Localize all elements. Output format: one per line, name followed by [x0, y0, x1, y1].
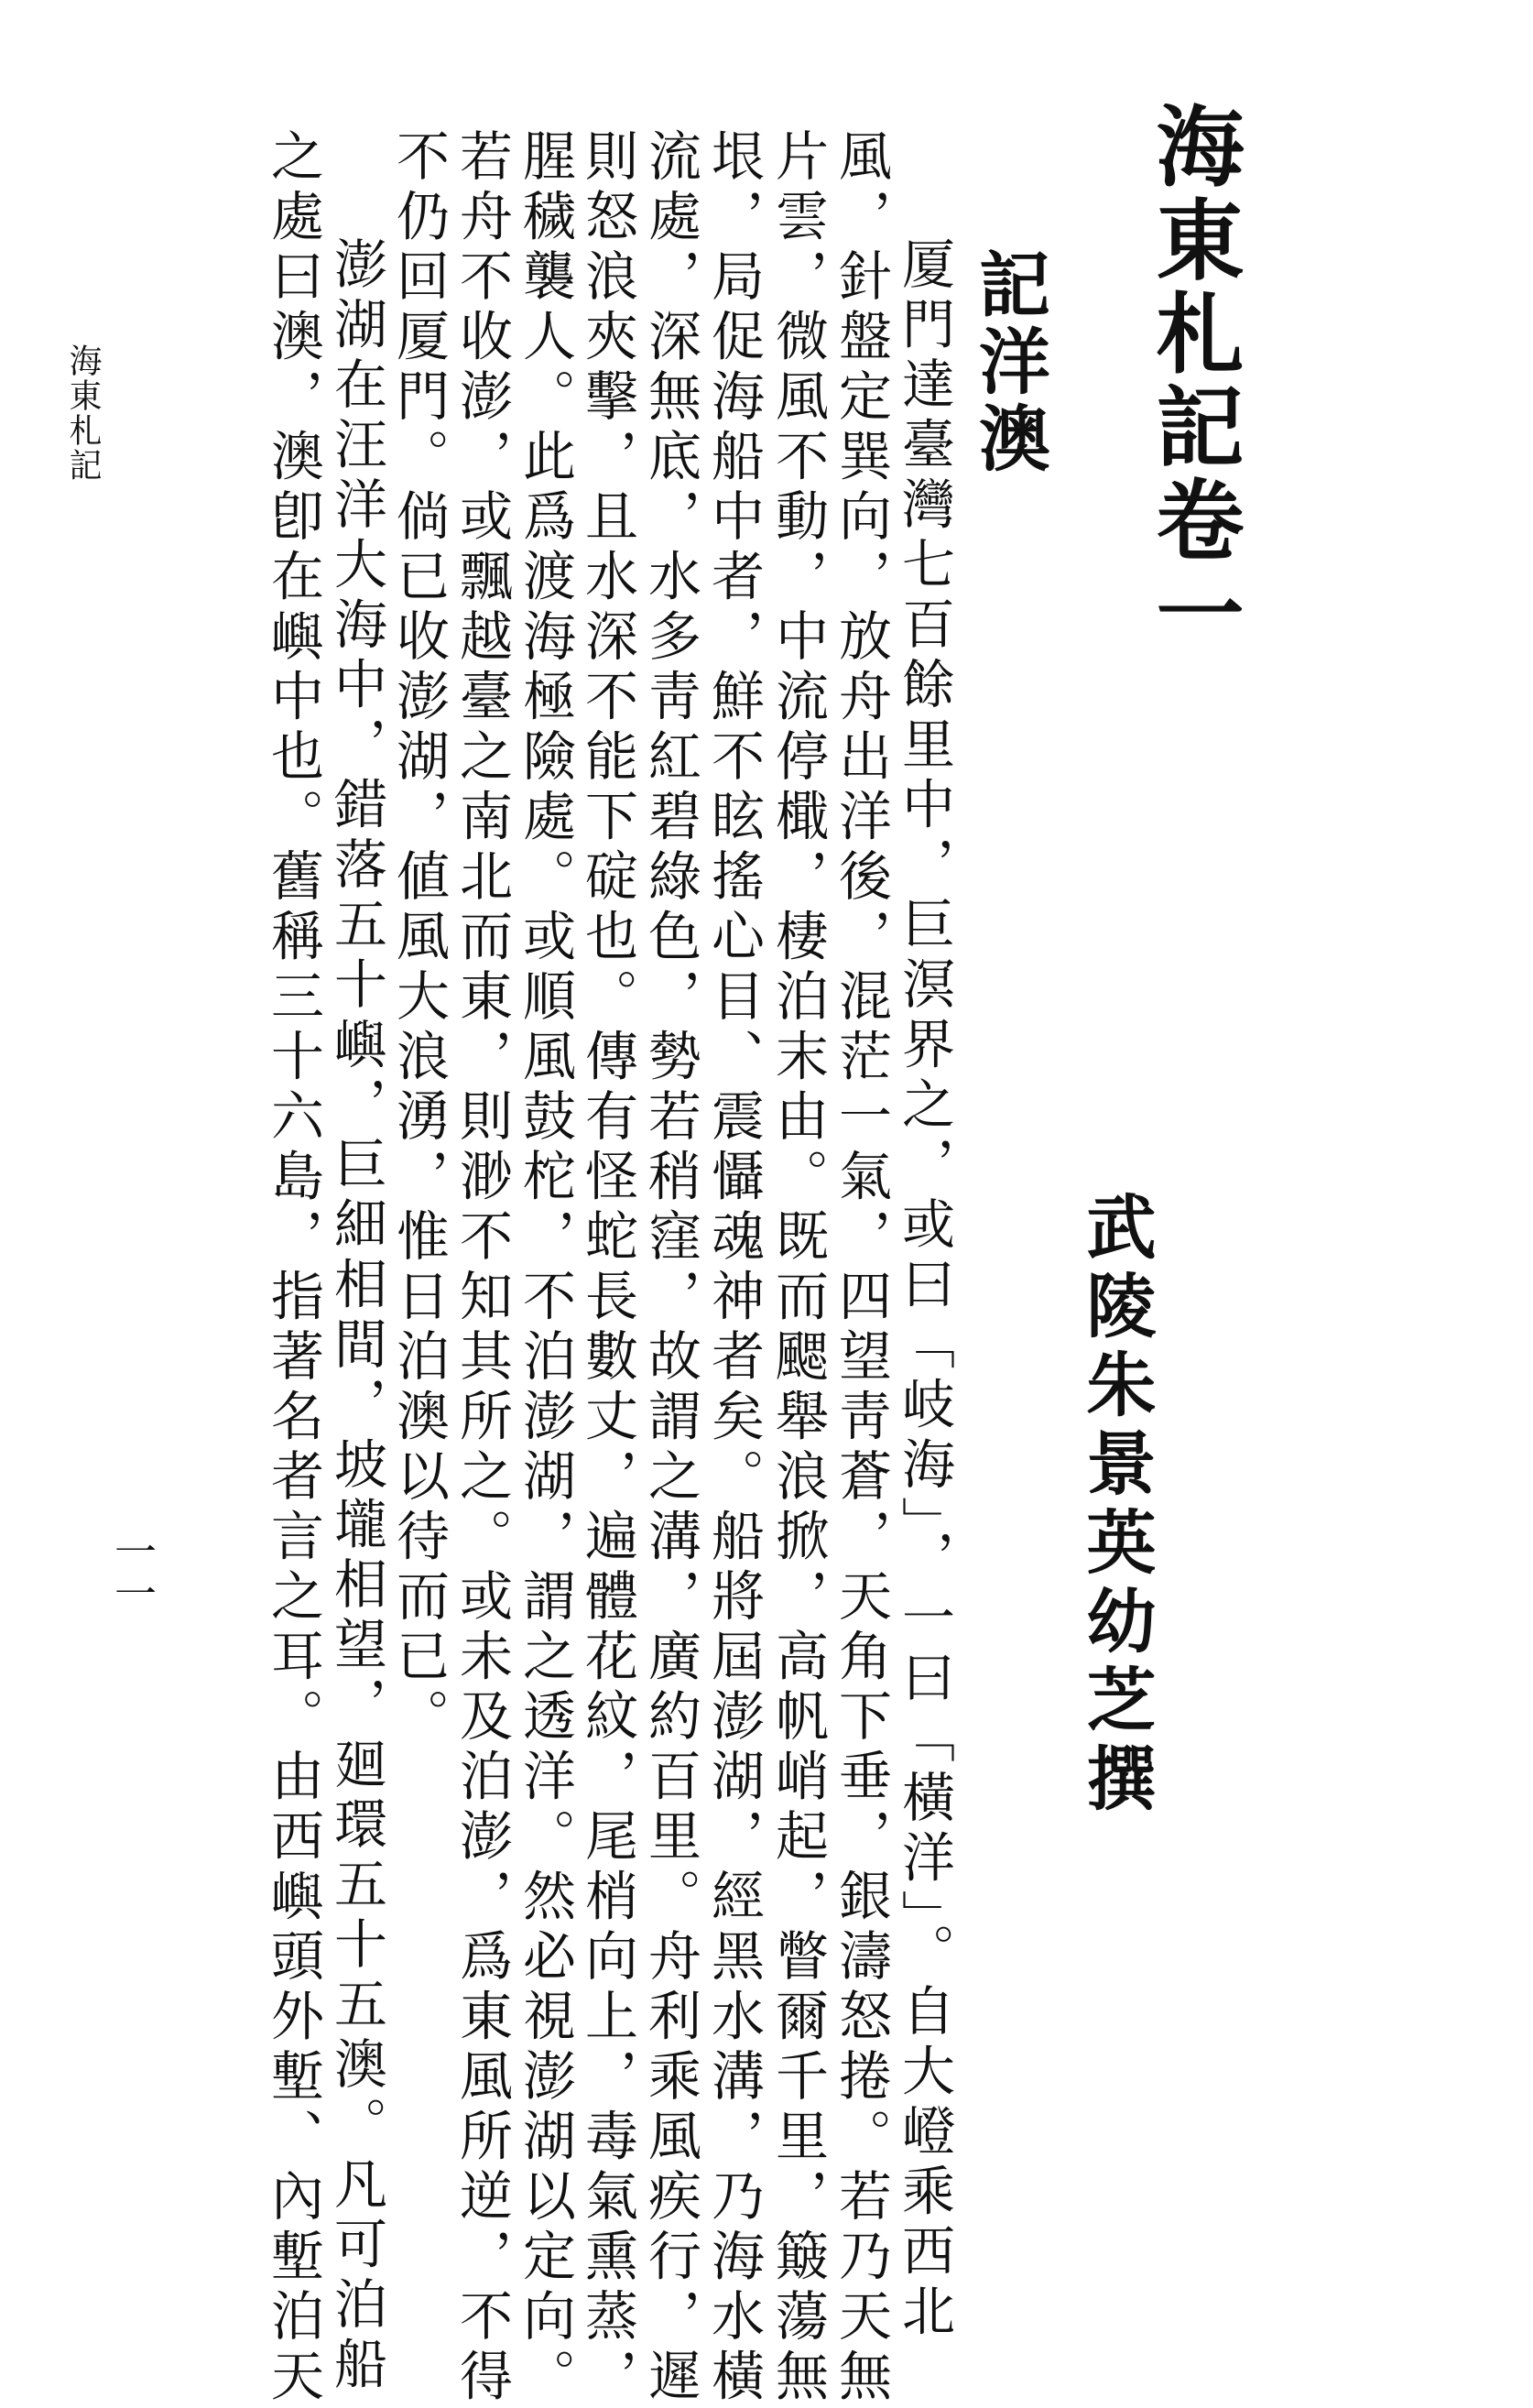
- text-column-11: 之處曰澳，澳卽在嶼中也。舊稱三十六島，指著名者言之耳。由西嶼頭外塹、內塹泊天: [262, 128, 324, 2408]
- page-number: 一一: [108, 1530, 158, 1614]
- text-column-10: 澎湖在汪洋大海中，錯落五十嶼，巨細相間，坡壠相望，廻環五十五澳。凡可泊船: [325, 236, 387, 2396]
- margin-book-title: 海東札記: [64, 343, 102, 483]
- text-column-1: 厦門達臺灣七百餘里中，巨溟界之，或曰「岐海」，一曰「橫洋」。自大嶝乘西北: [893, 236, 955, 2343]
- text-column-8: 若舟不收澎，或飄越臺之南北而東，則渺不知其所之。或未及泊澎，爲東風所逆，不得: [451, 128, 513, 2408]
- text-column-9: 不仍回厦門。倘已收澎湖，値風大浪湧，惟日泊澳以待而已。: [387, 128, 450, 1749]
- text-column-4: 垠，局促海船中者，鮮不眩搖心目、震懾魂神者矣。船將屆澎湖，經黑水溝，乃海水橫: [702, 128, 765, 2408]
- text-column-6: 則怒浪夾擊，且水深不能下碇也。傳有怪蛇長數丈，遍體花紋，尾梢向上，毒氣熏蒸，: [576, 128, 638, 2408]
- text-column-7: 腥穢襲人。此爲渡海極險處。或順風鼓柁，不泊澎湖，謂之透洋。然必視澎湖以定向。: [514, 128, 576, 2408]
- book-title: 海東札記卷一: [1142, 101, 1245, 661]
- section-title: 記洋澳: [967, 247, 1050, 478]
- text-column-5: 流處，深無底，水多靑紅碧綠色，勢若稍窪，故謂之溝，廣約百里。舟利乘風疾行，遲: [639, 128, 701, 2408]
- text-column-2: 風，針盤定巽向，放舟出洋後，混茫一氣，四望靑蒼，天角下垂，銀濤怒捲。若乃天無: [830, 128, 892, 2408]
- author-line: 武陵朱景英幼芝撰: [1075, 1191, 1157, 1821]
- text-column-3: 片雲，微風不動，中流停檝，棲泊末由。既而颸舉浪掀，高帆峭起，瞥爾千里，簸蕩無: [766, 128, 829, 2408]
